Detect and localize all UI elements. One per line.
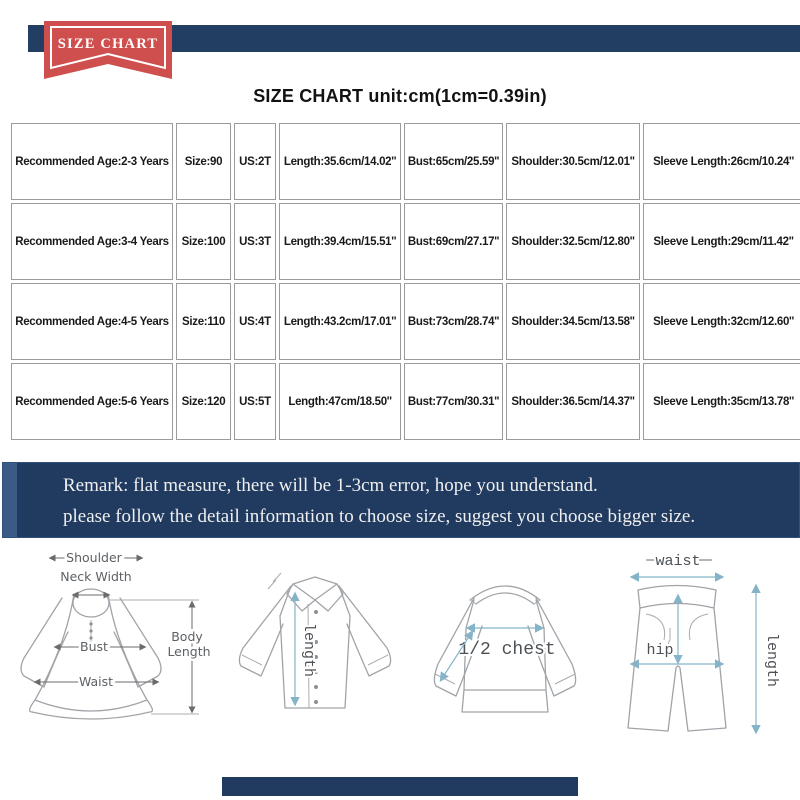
cell-bust: Bust:77cm/30.31'' <box>404 363 503 440</box>
shirt-left-cuff <box>242 655 262 665</box>
cell-size: Size:100 <box>176 203 231 280</box>
shirt-collar-left <box>287 584 315 611</box>
page-title: SIZE CHART unit:cm(1cm=0.39in) <box>253 86 547 106</box>
measurement-diagrams <box>0 540 800 748</box>
dress-button <box>89 629 92 632</box>
size-row <box>11 203 800 280</box>
cell-sleeve: Sleeve Length:29cm/11.42'' <box>643 203 800 280</box>
cell-bust: Bust:73cm/28.74'' <box>404 283 503 360</box>
pants-hip-label: hip <box>646 642 674 659</box>
bust-label: Bust <box>80 639 108 654</box>
cell-age: Recommended Age:4-5 Years <box>11 283 173 360</box>
shirt-right-sleeve <box>339 586 391 676</box>
sweater-left-cuff <box>435 674 455 684</box>
cell-size: Size:110 <box>176 283 231 360</box>
cell-sleeve: Sleeve Length:35cm/13.78'' <box>643 363 800 440</box>
neck-width-label: Neck Width <box>60 569 132 584</box>
cell-shoulder: Shoulder:34.5cm/13.58'' <box>506 283 640 360</box>
pants-waist-label: waist <box>655 553 701 570</box>
size-row <box>11 363 800 440</box>
cell-size: Size:120 <box>176 363 231 440</box>
cell-length: Length:47cm/18.50'' <box>279 363 401 440</box>
cell-bust: Bust:69cm/27.17'' <box>404 203 503 280</box>
footer-navy-bar <box>222 777 578 796</box>
pants-left-pocket <box>646 614 665 640</box>
pants-diagram <box>622 540 800 745</box>
cell-age: Recommended Age:2-3 Years <box>11 123 173 200</box>
cell-sleeve: Sleeve Length:32cm/12.60'' <box>643 283 800 360</box>
sweater-diagram <box>428 540 620 745</box>
cell-sleeve: Sleeve Length:26cm/10.24'' <box>643 123 800 200</box>
sweater-hem-band <box>462 690 548 712</box>
pants-right-leg <box>676 608 726 731</box>
sweater-right-cuff <box>555 674 575 684</box>
cell-length: Length:43.2cm/17.01'' <box>279 283 401 360</box>
pants-left-leg <box>628 608 676 731</box>
shirt-button <box>314 700 318 704</box>
cell-age: Recommended Age:3-4 Years <box>11 203 173 280</box>
remark-line-1: Remark: flat measure, there will be 1-3cm error, hope you understand. <box>63 475 598 496</box>
dress-neck <box>73 589 109 617</box>
dress-button <box>89 622 92 625</box>
body-length-label-1: Body <box>171 629 203 644</box>
shirt-collar-top <box>293 577 337 584</box>
pants-length-label: length <box>763 632 780 688</box>
cell-us: US:5T <box>234 363 276 440</box>
cell-length: Length:35.6cm/14.02'' <box>279 123 401 200</box>
shirt-collar-right <box>315 584 343 611</box>
hatch-mark <box>268 580 276 589</box>
shirt-button <box>314 685 318 689</box>
remark-line-2: please follow the detail information to choose size, suggest you choose bigger size. <box>63 506 696 527</box>
pants-waistband <box>638 586 716 609</box>
sweater-neck-inner <box>476 593 534 604</box>
dress-hem <box>30 700 153 719</box>
remark-banner <box>2 462 800 538</box>
cell-length: Length:39.4cm/15.51'' <box>279 203 401 280</box>
size-chart-ribbon <box>44 21 172 83</box>
hatch-mark <box>273 573 281 582</box>
cell-shoulder: Shoulder:36.5cm/14.37'' <box>506 363 640 440</box>
shirt-diagram <box>225 540 425 745</box>
pants-right-pocket <box>689 614 708 640</box>
cell-age: Recommended Age:5-6 Years <box>11 363 173 440</box>
cell-size: Size:90 <box>176 123 231 200</box>
waist-label: Waist <box>78 674 114 689</box>
shoulder-label: Shoulder <box>66 550 122 565</box>
cell-shoulder: Shoulder:32.5cm/12.80'' <box>506 203 640 280</box>
half-chest-label: 1/2 chest <box>458 640 556 660</box>
cell-shoulder: Shoulder:30.5cm/12.01'' <box>506 123 640 200</box>
body-length-label-2: Length <box>167 644 211 659</box>
cell-us: US:3T <box>234 203 276 280</box>
size-row <box>11 123 800 200</box>
ribbon-label: SIZE CHART <box>57 36 159 52</box>
shirt-left-sleeve <box>239 586 291 676</box>
dress-diagram <box>6 540 218 745</box>
shirt-button <box>314 610 318 614</box>
cell-bust: Bust:65cm/25.59'' <box>404 123 503 200</box>
shirt-right-cuff <box>368 655 388 665</box>
size-row <box>11 283 800 360</box>
cell-us: US:4T <box>234 283 276 360</box>
cell-us: US:2T <box>234 123 276 200</box>
length-label: length <box>300 622 317 678</box>
size-table <box>8 120 800 443</box>
